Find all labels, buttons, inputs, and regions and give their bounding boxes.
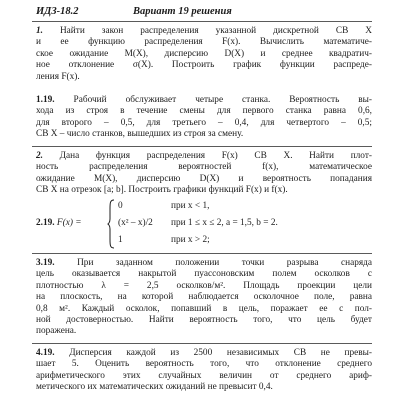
case-value: (x² – x)/2 bbox=[118, 218, 153, 228]
task-number: 2. bbox=[36, 151, 43, 161]
problem-4-19 bbox=[36, 348, 372, 394]
text-line: Рабочий обслуживает четыре станка. Вероятность вы- bbox=[54, 95, 372, 105]
task-number: 1. bbox=[36, 26, 43, 36]
text-line: ожидание M(X), дисперсию D(X) и вероятность попадания bbox=[36, 173, 372, 184]
text-line: 0,8 м². Каждый осколок, попавший в цель, поражает ее с пол- bbox=[36, 303, 372, 314]
text-line: СВ X – число станков, вышедших из строя за смену. bbox=[36, 129, 244, 140]
text-line: и ее функцию распределения F(x). Вычислить математиче- bbox=[36, 37, 372, 48]
text-line: ное отклонение σ(X). Построить график функции распреде- bbox=[36, 60, 372, 71]
text-line: шает 5. Оценить вероятность того, что отклонение среднего bbox=[36, 359, 372, 370]
text-line: плотностью λ = 2,5 осколков/м². Площадь проекции цели bbox=[36, 280, 372, 291]
formula-lhs: F(x) = bbox=[56, 218, 82, 228]
text-line: ления F(x). bbox=[36, 71, 80, 82]
problem-2-19-formula bbox=[36, 199, 372, 249]
text-line: СВ X на отрезок [a; b]. Построить графики функций F(x) и f(x). bbox=[36, 185, 288, 196]
problem-number: 3.19. bbox=[36, 258, 55, 268]
problem-3-19 bbox=[36, 258, 372, 338]
text-line: цель оказывается накрытой пуассоновским полем осколков с bbox=[36, 269, 372, 280]
assignment-code: ИДЗ-18.2 bbox=[36, 6, 79, 17]
page-header bbox=[36, 6, 376, 20]
problem-1-19 bbox=[36, 95, 372, 141]
section-rule bbox=[32, 343, 372, 344]
section-rule bbox=[32, 146, 372, 147]
text-line: на плоскость, на которой наблюдается осколочное поле, равна bbox=[36, 292, 372, 303]
text-line: Дисперсия каждой из 2500 независимых СВ не превы- bbox=[54, 348, 372, 358]
text-line: Дана функция распределения F(x) СВ X. Найти плот- bbox=[42, 151, 372, 161]
left-brace-icon bbox=[107, 199, 115, 249]
problem-number: 1.19. bbox=[36, 95, 55, 105]
text-line: ское ожидание M(X), дисперсию D(X) и среднее квадратич- bbox=[36, 48, 372, 59]
text-line: арифметического этих случайных величин от среднего ариф- bbox=[36, 370, 372, 381]
case-condition: при x < 1, bbox=[171, 201, 210, 211]
text-line: для второго – 0,5, для третьего – 0,4, для четвертого – 0,5; bbox=[36, 117, 372, 128]
task-2-instructions bbox=[36, 151, 372, 197]
section-rule bbox=[32, 253, 372, 254]
case-value: 0 bbox=[118, 201, 123, 211]
text-line: При заданном положении точки разрыва снаряда bbox=[54, 258, 372, 268]
text-line: Найти закон распределения указанной дискретной СВ X bbox=[42, 26, 372, 36]
text-line: метического их математических ожиданий не превысит 0,4. bbox=[36, 382, 273, 393]
problem-number: 4.19. bbox=[36, 348, 55, 358]
case-condition: при 1 ≤ x ≤ 2, a = 1,5, b = 2. bbox=[171, 218, 278, 228]
text-line: ность распределения вероятностей f(x), математическое bbox=[36, 162, 372, 173]
case-value: 1 bbox=[118, 235, 123, 245]
text-line: хода из строя в течение смены для первого станка равна 0,6, bbox=[36, 106, 372, 117]
variant-title: Вариант 19 решения bbox=[133, 6, 232, 17]
text-line: ной достоверностью. Найти вероятность того, что цель будет bbox=[36, 314, 372, 325]
problem-number: 2.19. bbox=[36, 218, 55, 228]
case-condition: при x > 2; bbox=[171, 235, 210, 245]
task-1-instructions bbox=[36, 26, 372, 83]
header-rule bbox=[32, 21, 372, 22]
text-line: поражена. bbox=[36, 326, 77, 337]
